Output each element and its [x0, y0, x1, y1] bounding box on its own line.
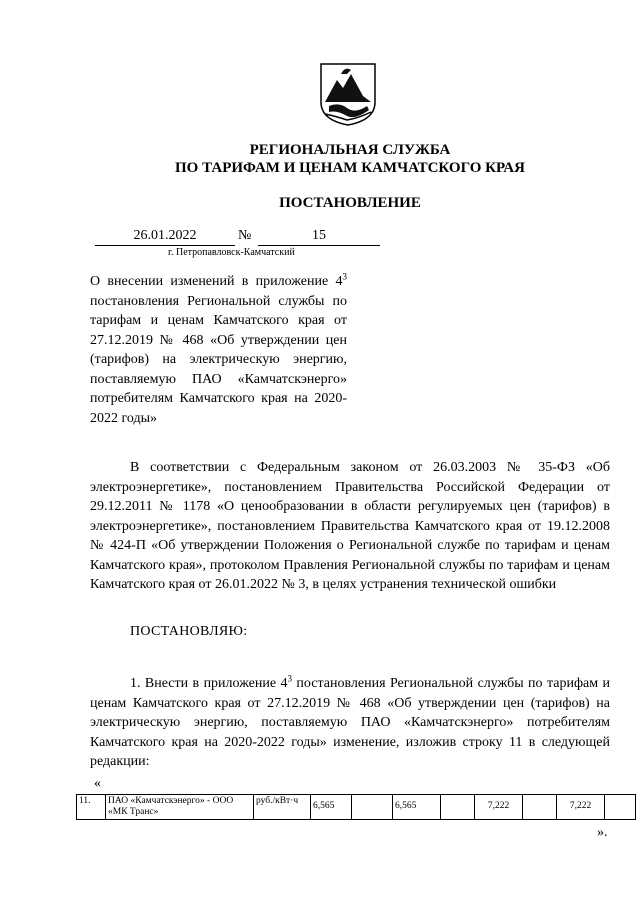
value-cell: 7,222	[557, 795, 605, 820]
value-cell	[605, 795, 636, 820]
org-name-line2: ПО ТАРИФАМ И ЦЕНАМ КАМЧАТСКОГО КРАЯ	[175, 160, 525, 176]
document-subject	[90, 272, 347, 428]
document-number: 15	[258, 228, 380, 246]
value-cell: 6,565	[311, 795, 352, 820]
decree-heading: ПОСТАНОВЛЯЮ:	[130, 624, 248, 639]
document-type: ПОСТАНОВЛЕНИЕ	[279, 195, 421, 211]
table-row	[77, 795, 636, 820]
item1-superscript: 3	[287, 673, 293, 684]
document-date: 26.01.2022	[95, 228, 235, 246]
value-cell	[352, 795, 393, 820]
subject-part2: постановления Региональной службы по тарифам и ценам Камчатского края от 27.12.2019 № 468 «Об утверждении цен (тарифов) на электрическую энергию, поставляемую ПАО «Камчатскэнерго» потребителям Камчатского края на 2020-2022 годы»	[90, 293, 347, 426]
kamchatka-emblem-icon	[319, 62, 377, 126]
value-cell	[523, 795, 557, 820]
value-cell: 7,222	[475, 795, 523, 820]
quote-open: «	[94, 776, 101, 791]
value-cell	[441, 795, 475, 820]
value-cell: 6,565	[393, 795, 441, 820]
preamble-paragraph: В соответствии с Федеральным законом от 26.03.2003 № 35-ФЗ «Об электроэнергетике», постановлением Правительства Российской Федерации от 29.12.2011 № 1178 «О ценообразовании в области регулируемых цен (тарифов) в электроэнергетике», постановлением Правительства Камчатского края от 19.12.2008 № 424-П «Об утверждении Положения о Региональной службе по тарифам и ценам Камчатского края», протоколом Правления Региональной службы по тарифам и ценам Камчатского края от 26.01.2022 № 3, в целях устранения технической ошибки	[90, 460, 610, 592]
row-number: 11.	[77, 795, 106, 820]
subject-superscript: 3	[342, 271, 347, 282]
row-unit: руб./кВт·ч	[254, 795, 311, 820]
item1-part2: постановления Региональной службы по тарифам и ценам Камчатского края от 27.12.2019 № 468 «Об утверждении цен (тарифов) на электрическую энергию, поставляемую ПАО «Камчатскэнерго» потребителям Камчатского края на 2020-2022 годы» изменение, изложив строку 11 в следующей редакции:	[90, 676, 610, 769]
org-name-line1: РЕГИОНАЛЬНАЯ СЛУЖБА	[249, 142, 451, 158]
quote-close: ».	[597, 825, 608, 840]
subject-part1: О внесении изменений в приложение 4	[90, 274, 343, 289]
tariff-table	[76, 794, 636, 820]
number-sign: №	[238, 228, 252, 243]
item1-paragraph	[90, 674, 610, 772]
city-label: г. Петропавловск-Камчатский	[168, 247, 295, 258]
row-name: ПАО «Камчатскэнерго» - ООО «МК Транс»	[106, 795, 254, 820]
item1-part1: 1. Внести в приложение 4	[130, 676, 288, 691]
